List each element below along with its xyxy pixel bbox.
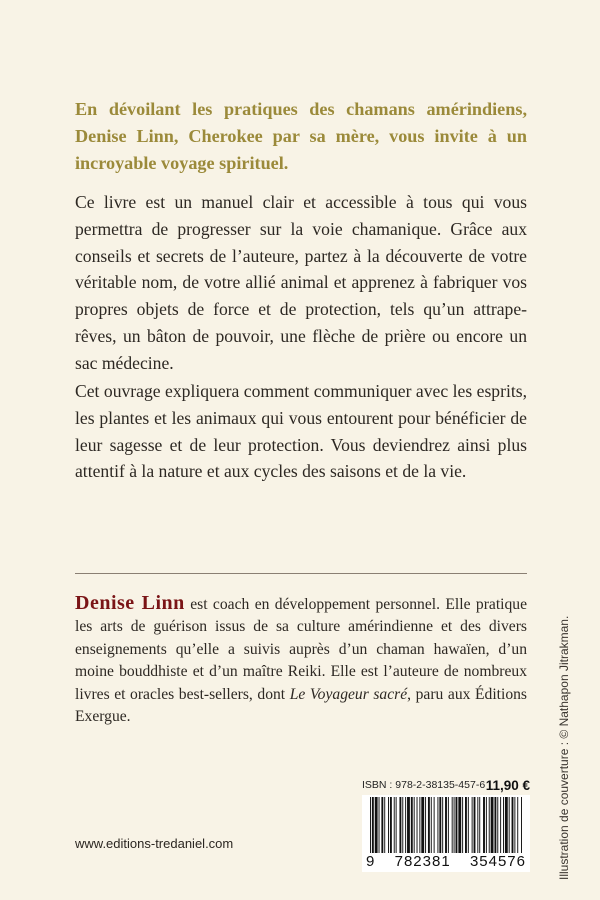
barcode-digit-first: 9 (366, 853, 376, 870)
barcode-bar (521, 797, 522, 853)
barcode (362, 795, 530, 872)
barcode-bar (394, 797, 395, 853)
barcode-bar (419, 797, 420, 853)
barcode-bar (384, 797, 385, 853)
barcode-bar (379, 797, 380, 853)
description-paragraph-1: Ce livre est un manuel clair et accessible à tous qui vous permettra de progresser sur la voie chamanique. Grâce aux conseils et secrets de l’auteure, partez à la découverte de votre véritable nom, de votre allié animal et apprenez à fabriquer vos propres objets de force et de protection, tels qu’un attrape-rêves, un bâton de pouvoir, une flèche de prière ou encore un sac médecine. (75, 192, 527, 373)
barcode-bar (458, 797, 461, 853)
barcode-bar (465, 797, 467, 853)
barcode-block (362, 776, 530, 872)
author-bio (75, 592, 527, 728)
barcode-bar (434, 797, 435, 853)
barcode-bar (494, 797, 496, 853)
publisher-website: www.editions-tredaniel.com (75, 836, 234, 851)
barcode-bar (472, 797, 473, 853)
isbn-label: ISBN : 978-2-38135-457-6 (362, 779, 486, 791)
barcode-bar (411, 797, 413, 853)
barcode-bar (381, 797, 383, 853)
barcode-bar (454, 797, 455, 853)
barcode-bar (456, 797, 458, 853)
barcode-bar (497, 797, 498, 853)
barcode-bar (448, 797, 449, 853)
barcode-bars (368, 797, 524, 853)
barcode-bar (509, 797, 510, 853)
barcode-bar (474, 797, 476, 853)
barcode-digits-left: 782381 (394, 853, 451, 870)
barcode-bar (437, 797, 438, 853)
barcode-bar (425, 797, 426, 853)
lead-paragraph: En dévoilant les pratiques des chamans amérindiens, Denise Linn, Cherokee par sa mère, vous invite à un incroyable voyage spirituel. (75, 99, 527, 173)
author-bio-text-1: est coach en développement personnel. Elle pratique les arts de guérison issus de sa culture amérindienne et des divers enseignements qu’elle a suivis auprès d’un chaman hawaïen, d’un moine bouddhiste et d’un maître Reiki. Elle est l’auteure de nombreux livres et oracles best-sellers, dont (75, 596, 527, 703)
barcode-bar (375, 797, 378, 853)
barcode-bar (486, 797, 487, 853)
barcode-bar (414, 797, 415, 853)
description-paragraph-2: Cet ouvrage expliquera comment communiquer avec les esprits, les plantes et les animaux qui vous entourent pour bénéficier de leur sagesse et de leur protection. Vous deviendrez ainsi plus attentif à la nature et aux cycles des saisons et de la vie. (75, 381, 527, 482)
barcode-bar (390, 797, 392, 853)
barcode-bar (421, 797, 424, 853)
barcode-bar (512, 797, 514, 853)
price: 11,90 € (485, 777, 530, 793)
barcode-bar (399, 797, 401, 853)
barcode-bar (452, 797, 453, 853)
barcode-bar (500, 797, 501, 853)
barcode-bar (489, 797, 490, 853)
barcode-bar (468, 797, 469, 853)
barcode-bar (405, 797, 406, 853)
barcode-bar (477, 797, 478, 853)
barcode-bar (503, 797, 504, 853)
barcode-bar (491, 797, 494, 853)
barcode-bar (370, 797, 371, 853)
author-bio-text-2: , paru aux Éditions Exergue. (75, 685, 527, 726)
isbn-price-line (362, 776, 530, 794)
barcode-bar (372, 797, 374, 853)
section-divider (75, 573, 527, 574)
barcode-digits-right: 354576 (469, 853, 526, 870)
barcode-bar (483, 797, 485, 853)
barcode-bar (407, 797, 410, 853)
cover-credit: Illustration de couverture : © Nathapon Jitrakman. (557, 615, 571, 880)
barcode-bar (431, 797, 432, 853)
barcode-digits (362, 853, 530, 870)
barcode-bar (517, 797, 518, 853)
barcode-bar (428, 797, 430, 853)
barcode-bar (396, 797, 397, 853)
barcode-bar (514, 797, 515, 853)
barcode-bar (479, 797, 480, 853)
barcode-bar (445, 797, 447, 853)
barcode-bar (505, 797, 508, 853)
barcode-bar (462, 797, 463, 853)
barcode-bar (388, 797, 389, 853)
barcode-bar (417, 797, 418, 853)
barcode-bar (439, 797, 441, 853)
book-title: Le Voyageur sacré (289, 685, 408, 703)
barcode-bar (402, 797, 403, 853)
author-name: Denise Linn (75, 592, 185, 614)
barcode-bar (442, 797, 443, 853)
